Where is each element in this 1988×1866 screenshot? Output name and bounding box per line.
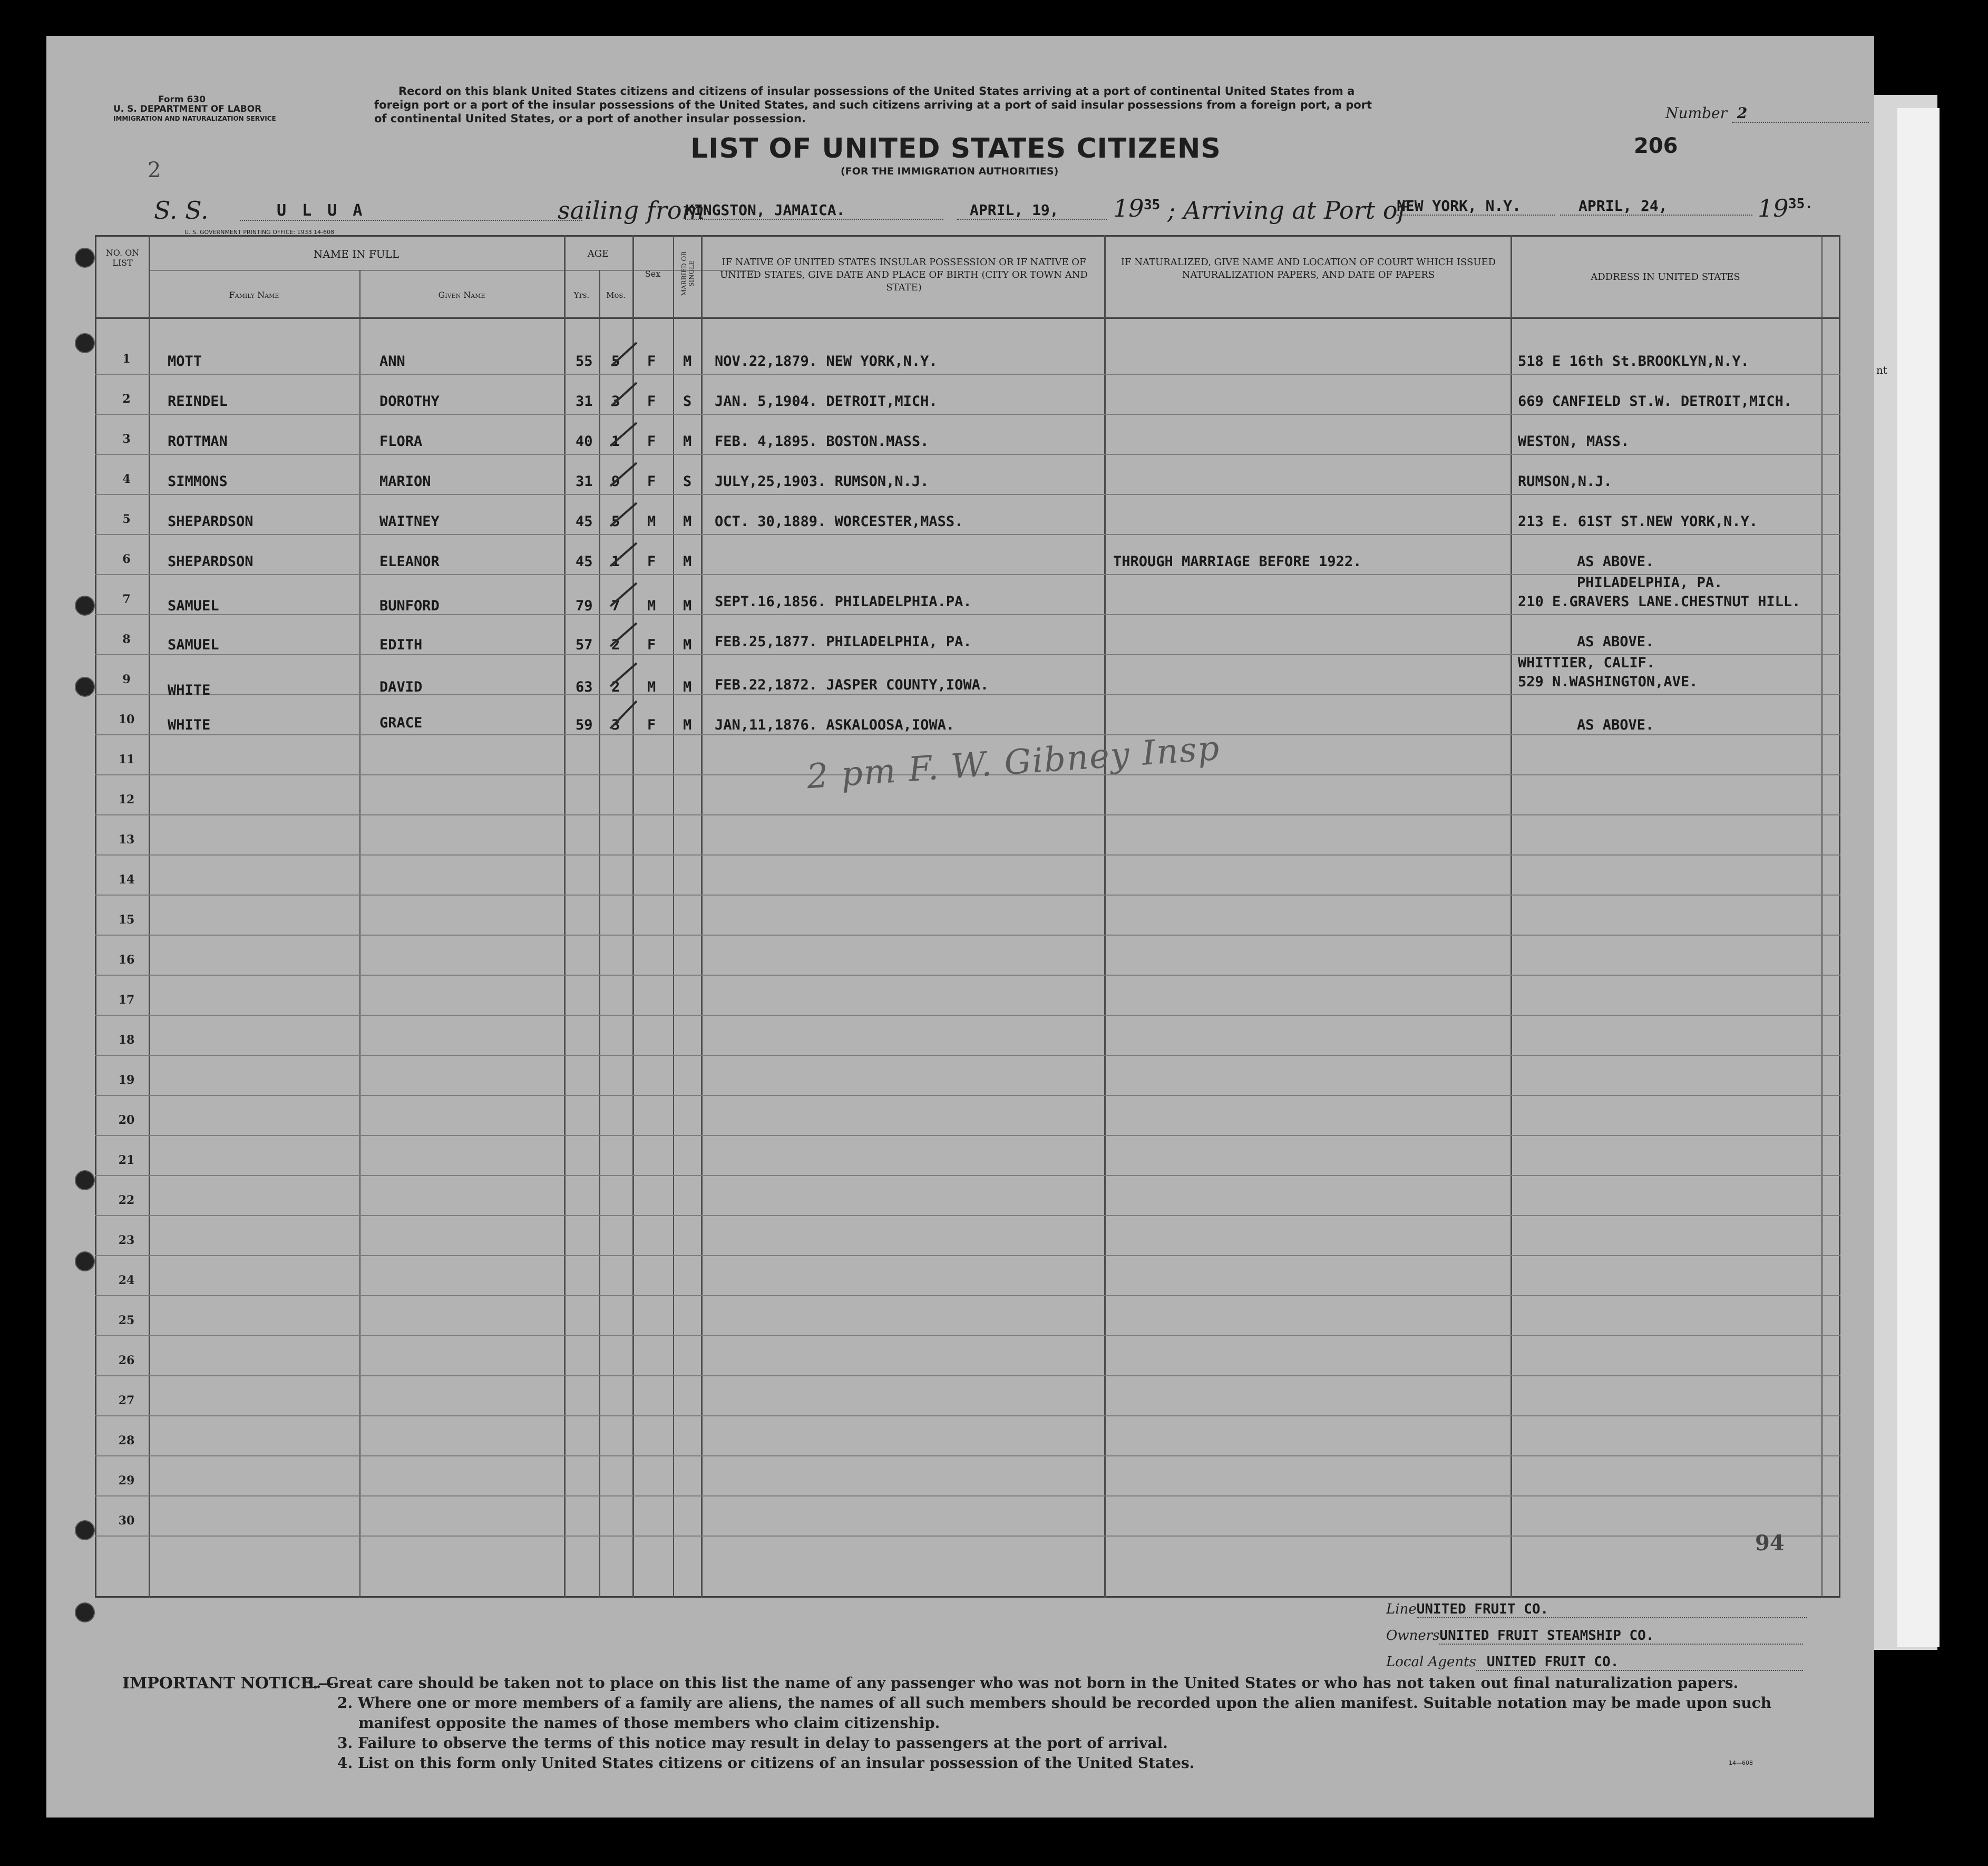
notice-item: 4. List on this form only United States citizens or citizens of an insular possession of the United States. <box>337 1754 1195 1772</box>
check-mark <box>611 383 637 406</box>
age-months: 5 <box>611 513 620 530</box>
row-number: 21 <box>118 1153 135 1167</box>
row-number: 27 <box>118 1394 135 1407</box>
sex: M <box>647 679 656 695</box>
col-divider <box>1821 235 1823 1598</box>
family-name: SIMMONS <box>168 473 228 490</box>
ss-label: S. S. <box>154 196 209 225</box>
header-sex: Sex <box>645 269 661 279</box>
binder-hole <box>75 248 95 268</box>
age-months: 3 <box>611 717 620 733</box>
age-months: 2 <box>611 679 620 695</box>
instruction-line: foreign port or a port of the insular possessions of the United States, and such citizens arriving at a port of said insular possessions from a foreign port, a port <box>374 99 1372 111</box>
binder-hole <box>75 677 95 697</box>
row-number: 22 <box>118 1193 135 1207</box>
page-number: 206 <box>1634 134 1678 158</box>
family-name: SAMUEL <box>168 637 219 653</box>
birth-info: FEB.22,1872. JASPER COUNTY,IOWA. <box>715 677 989 693</box>
line-field <box>1386 1601 1807 1618</box>
header-no-on-list: NO. ON LIST <box>105 248 140 268</box>
col-divider <box>1511 235 1512 1598</box>
header-naturalized: IF NATURALIZED, GIVE NAME AND LOCATION OF COURT WHICH ISSUED NATURALIZATION PAPERS, AND DATE OF PAPERS <box>1120 257 1496 280</box>
naturalization-info: THROUGH MARRIAGE BEFORE 1922. <box>1113 553 1362 570</box>
row-number: 26 <box>118 1354 135 1367</box>
check-mark <box>610 503 637 526</box>
marital-status: M <box>683 598 692 614</box>
family-name: WHITE <box>168 682 211 698</box>
arrival-year: 35. <box>1788 196 1813 212</box>
age-years: 45 <box>576 513 593 530</box>
age-months: 1 <box>611 433 620 450</box>
age-years: 31 <box>576 473 593 490</box>
inspector-signature: 2 pm F. W. Gibney Insp <box>805 728 1222 797</box>
sex: M <box>647 598 656 614</box>
check-mark <box>611 343 637 366</box>
given-name: EDITH <box>379 637 423 653</box>
family-name: MOTT <box>168 353 202 370</box>
row-number: 1 <box>122 352 131 366</box>
given-name: DOROTHY <box>379 393 440 410</box>
sex: F <box>647 717 656 733</box>
age-years: 79 <box>576 598 593 614</box>
form-id-block <box>113 94 276 123</box>
age-years: 55 <box>576 353 593 370</box>
marital-status: M <box>683 433 692 450</box>
header-address: ADDRESS IN UNITED STATES <box>1591 271 1740 283</box>
marital-status: M <box>683 637 692 653</box>
birth-info: SEPT.16,1856. PHILADELPHIA.PA. <box>715 594 972 610</box>
row-number: 24 <box>118 1274 135 1287</box>
binder-hole <box>75 333 95 353</box>
col-divider <box>359 270 360 1598</box>
number-field <box>1665 104 1869 123</box>
sex: F <box>647 353 656 370</box>
birth-info: JAN. 5,1904. DETROIT,MICH. <box>715 393 938 410</box>
check-mark <box>610 663 637 686</box>
header-mos: Mos. <box>606 290 626 300</box>
check-mark <box>610 623 637 646</box>
header-yrs: Yrs. <box>573 290 590 300</box>
row-number: 9 <box>122 673 131 686</box>
binder-hole <box>75 1520 95 1540</box>
family-name: SHEPARDSON <box>168 513 254 530</box>
row-number: 15 <box>118 913 135 927</box>
notice-item: 2. Where one or more members of a family are aliens, the names of all such members should be recorded upon the alien manifest. Suitable notation may be made upon such <box>337 1694 1772 1712</box>
binder-hole <box>75 1251 95 1271</box>
check-mark <box>610 583 637 606</box>
age-months: 7 <box>611 598 620 614</box>
row-number: 23 <box>118 1233 135 1247</box>
row-number: 8 <box>122 633 131 646</box>
number-value: 2 <box>1737 104 1748 122</box>
address: 213 E. 61ST ST.NEW YORK,N.Y. <box>1518 513 1758 530</box>
marital-status: M <box>683 553 692 570</box>
arrival-port: NEW YORK, N.Y. <box>1397 197 1555 216</box>
department: U. S. DEPARTMENT OF LABOR <box>113 104 262 114</box>
age-years: 63 <box>576 679 593 695</box>
check-mark <box>610 463 637 486</box>
marital-status: M <box>683 717 692 733</box>
header-married-single: MARRIED OR SINGLE <box>680 251 695 296</box>
year-prefix-1: 19 <box>1113 194 1144 222</box>
col-divider <box>1104 235 1106 1598</box>
instructions <box>374 84 1372 125</box>
depart-date: APRIL, 19, <box>957 201 1107 220</box>
ship-name: U L U A <box>240 201 582 221</box>
birth-info: JULY,25,1903. RUMSON,N.J. <box>715 473 929 490</box>
row-number: 5 <box>122 512 131 526</box>
address: 210 E.GRAVERS LANE.CHESTNUT HILL. <box>1518 594 1801 610</box>
underlying-page-text: nt <box>1876 364 1887 376</box>
address: 669 CANFIELD ST.W. DETROIT,MICH. <box>1518 393 1792 410</box>
binder-hole <box>75 1170 95 1190</box>
header-name-in-full: NAME IN FULL <box>313 248 399 260</box>
row-number: 30 <box>118 1514 135 1528</box>
given-name: DAVID <box>379 679 423 695</box>
marital-status: M <box>683 679 692 695</box>
address: AS ABOVE. <box>1577 553 1654 570</box>
row-number: 11 <box>118 753 135 766</box>
sheet-count-annotation: 94 <box>1755 1531 1785 1556</box>
notice-item: manifest opposite the names of those members who claim citizenship. <box>358 1714 940 1732</box>
given-name: BUNFORD <box>379 598 440 614</box>
row-number: 29 <box>118 1474 135 1488</box>
age-years: 59 <box>576 717 593 733</box>
given-name: WAITNEY <box>379 513 440 530</box>
notice-heading: IMPORTANT NOTICE.— <box>122 1674 334 1693</box>
arrival-date: APRIL, 24, <box>1560 197 1752 216</box>
birth-info: OCT. 30,1889. WORCESTER,MASS. <box>715 513 963 530</box>
header-age: AGE <box>587 248 609 259</box>
age-years: 57 <box>576 637 593 653</box>
check-mark <box>610 543 637 566</box>
agents-field <box>1386 1654 1803 1671</box>
owners-value: UNITED FRUIT STEAMSHIP CO. <box>1439 1628 1803 1645</box>
row-number: 10 <box>118 713 135 726</box>
given-name: FLORA <box>379 433 423 450</box>
family-name: ROTTMAN <box>168 433 228 450</box>
row-number: 17 <box>118 993 135 1007</box>
number-label: Number <box>1665 104 1727 122</box>
form-number: Form 630 <box>158 94 206 105</box>
year-prefix-2: 19 <box>1758 194 1789 222</box>
notice-item: 1. Great care should be taken not to place on this list the name of any passenger who was not born in the United States or who has not taken out final naturalization papers. <box>306 1674 1739 1692</box>
row-number: 3 <box>122 432 131 446</box>
owners-field <box>1386 1628 1803 1645</box>
address: 518 E 16th St.BROOKLYN,N.Y. <box>1518 353 1749 370</box>
sex: M <box>647 513 656 530</box>
row-number: 12 <box>118 793 135 806</box>
age-years: 45 <box>576 553 593 570</box>
given-name: GRACE <box>379 715 423 731</box>
sailing-label: sailing from <box>558 196 705 225</box>
address: WESTON, MASS. <box>1518 433 1630 450</box>
birth-info: FEB. 4,1895. BOSTON.MASS. <box>715 433 929 450</box>
instruction-line: of continental United States, or a port of another insular possession. <box>374 112 806 125</box>
row-number: 13 <box>118 833 135 847</box>
line-label: Line <box>1386 1601 1417 1617</box>
col-divider <box>701 235 703 1598</box>
row-number: 18 <box>118 1033 135 1047</box>
col-divider <box>673 235 674 1598</box>
age-months: 5 <box>611 353 620 370</box>
sex: F <box>647 553 656 570</box>
underlying-page-edge <box>1897 108 1940 1647</box>
sex: F <box>647 393 656 410</box>
depart-year: 35 <box>1144 197 1161 213</box>
family-name: REINDEL <box>168 393 228 410</box>
age-months: 3 <box>611 393 620 410</box>
binder-hole <box>75 1602 95 1622</box>
marital-status: M <box>683 513 692 530</box>
marital-status: M <box>683 353 692 370</box>
form-title: LIST OF UNITED STATES CITIZENS <box>690 133 1221 164</box>
binder-hole <box>75 596 95 616</box>
sex: F <box>647 473 656 490</box>
address: RUMSON,N.J. <box>1518 473 1612 490</box>
row-number: 7 <box>122 592 131 606</box>
notice-item: 3. Failure to observe the terms of this notice may result in delay to passengers at the port of arrival. <box>337 1734 1168 1752</box>
check-marks <box>569 332 664 754</box>
birth-info: FEB.25,1877. PHILADELPHIA, PA. <box>715 634 972 650</box>
row-number: 25 <box>118 1314 135 1327</box>
age-months: 2 <box>611 637 620 653</box>
family-name: WHITE <box>168 717 211 733</box>
birth-info: JAN,11,1876. ASKALOOSA,IOWA. <box>715 717 955 733</box>
row-number: 20 <box>118 1113 135 1127</box>
instruction-line: Record on this blank United States citizens and citizens of insular possessions of the United States arriving at a port of continental United States from a <box>398 85 1355 98</box>
given-name: ELEANOR <box>379 553 440 570</box>
address: AS ABOVE. <box>1577 717 1654 733</box>
address: AS ABOVE. <box>1577 634 1654 650</box>
marital-status: S <box>683 473 692 490</box>
printing-office: U. S. GOVERNMENT PRINTING OFFICE: 1933 14-608 <box>184 229 335 236</box>
address: 529 N.WASHINGTON,AVE. <box>1518 674 1698 690</box>
given-name: ANN <box>379 353 405 370</box>
age-months: 1 <box>611 553 620 570</box>
service: IMMIGRATION AND NATURALIZATION SERVICE <box>113 115 276 122</box>
row-number: 19 <box>118 1073 135 1087</box>
row-number: 2 <box>122 392 131 406</box>
given-name: MARION <box>379 473 431 490</box>
from-port: KINGSTON, JAMAICA. <box>685 201 943 220</box>
row-number: 16 <box>118 953 135 967</box>
header-given-name: Given Name <box>438 290 485 300</box>
row-number: 6 <box>122 552 131 566</box>
marital-status: S <box>683 393 692 410</box>
row-number: 4 <box>122 472 131 486</box>
family-name: SHEPARDSON <box>168 553 254 570</box>
birth-info: NOV.22,1879. NEW YORK,N.Y. <box>715 353 938 370</box>
owners-label: Owners <box>1386 1628 1440 1644</box>
address-city: PHILADELPHIA, PA. <box>1577 575 1723 591</box>
sex: F <box>647 637 656 653</box>
form-code: 14—608 <box>1729 1760 1753 1766</box>
corner-mark: 2 <box>148 158 161 182</box>
form-subtitle: (FOR THE IMMIGRATION AUTHORITIES) <box>841 166 1059 177</box>
age-months: 9 <box>611 473 620 490</box>
agents-value: UNITED FRUIT CO. <box>1476 1654 1803 1671</box>
age-years: 31 <box>576 393 593 410</box>
col-divider <box>564 235 566 1598</box>
agents-label: Local Agents <box>1386 1654 1476 1670</box>
age-years: 40 <box>576 433 593 450</box>
line-value: UNITED FRUIT CO. <box>1417 1601 1807 1618</box>
sex: F <box>647 433 656 450</box>
arriving-label: ; Arriving at Port of <box>1167 196 1407 225</box>
header-birth: IF NATIVE OF UNITED STATES INSULAR POSSESSION OR IF NATIVE OF UNITED STATES, GIVE DATE AND PLACE OF BIRTH (CITY OR TOWN AND STATE) <box>720 257 1088 293</box>
check-mark <box>610 701 637 728</box>
header-family-name: Family Name <box>229 290 279 300</box>
family-name: SAMUEL <box>168 598 219 614</box>
row-number: 14 <box>118 873 135 887</box>
check-mark <box>610 423 637 446</box>
address-city: WHITTIER, CALIF. <box>1518 655 1655 671</box>
row-number: 28 <box>118 1434 135 1447</box>
